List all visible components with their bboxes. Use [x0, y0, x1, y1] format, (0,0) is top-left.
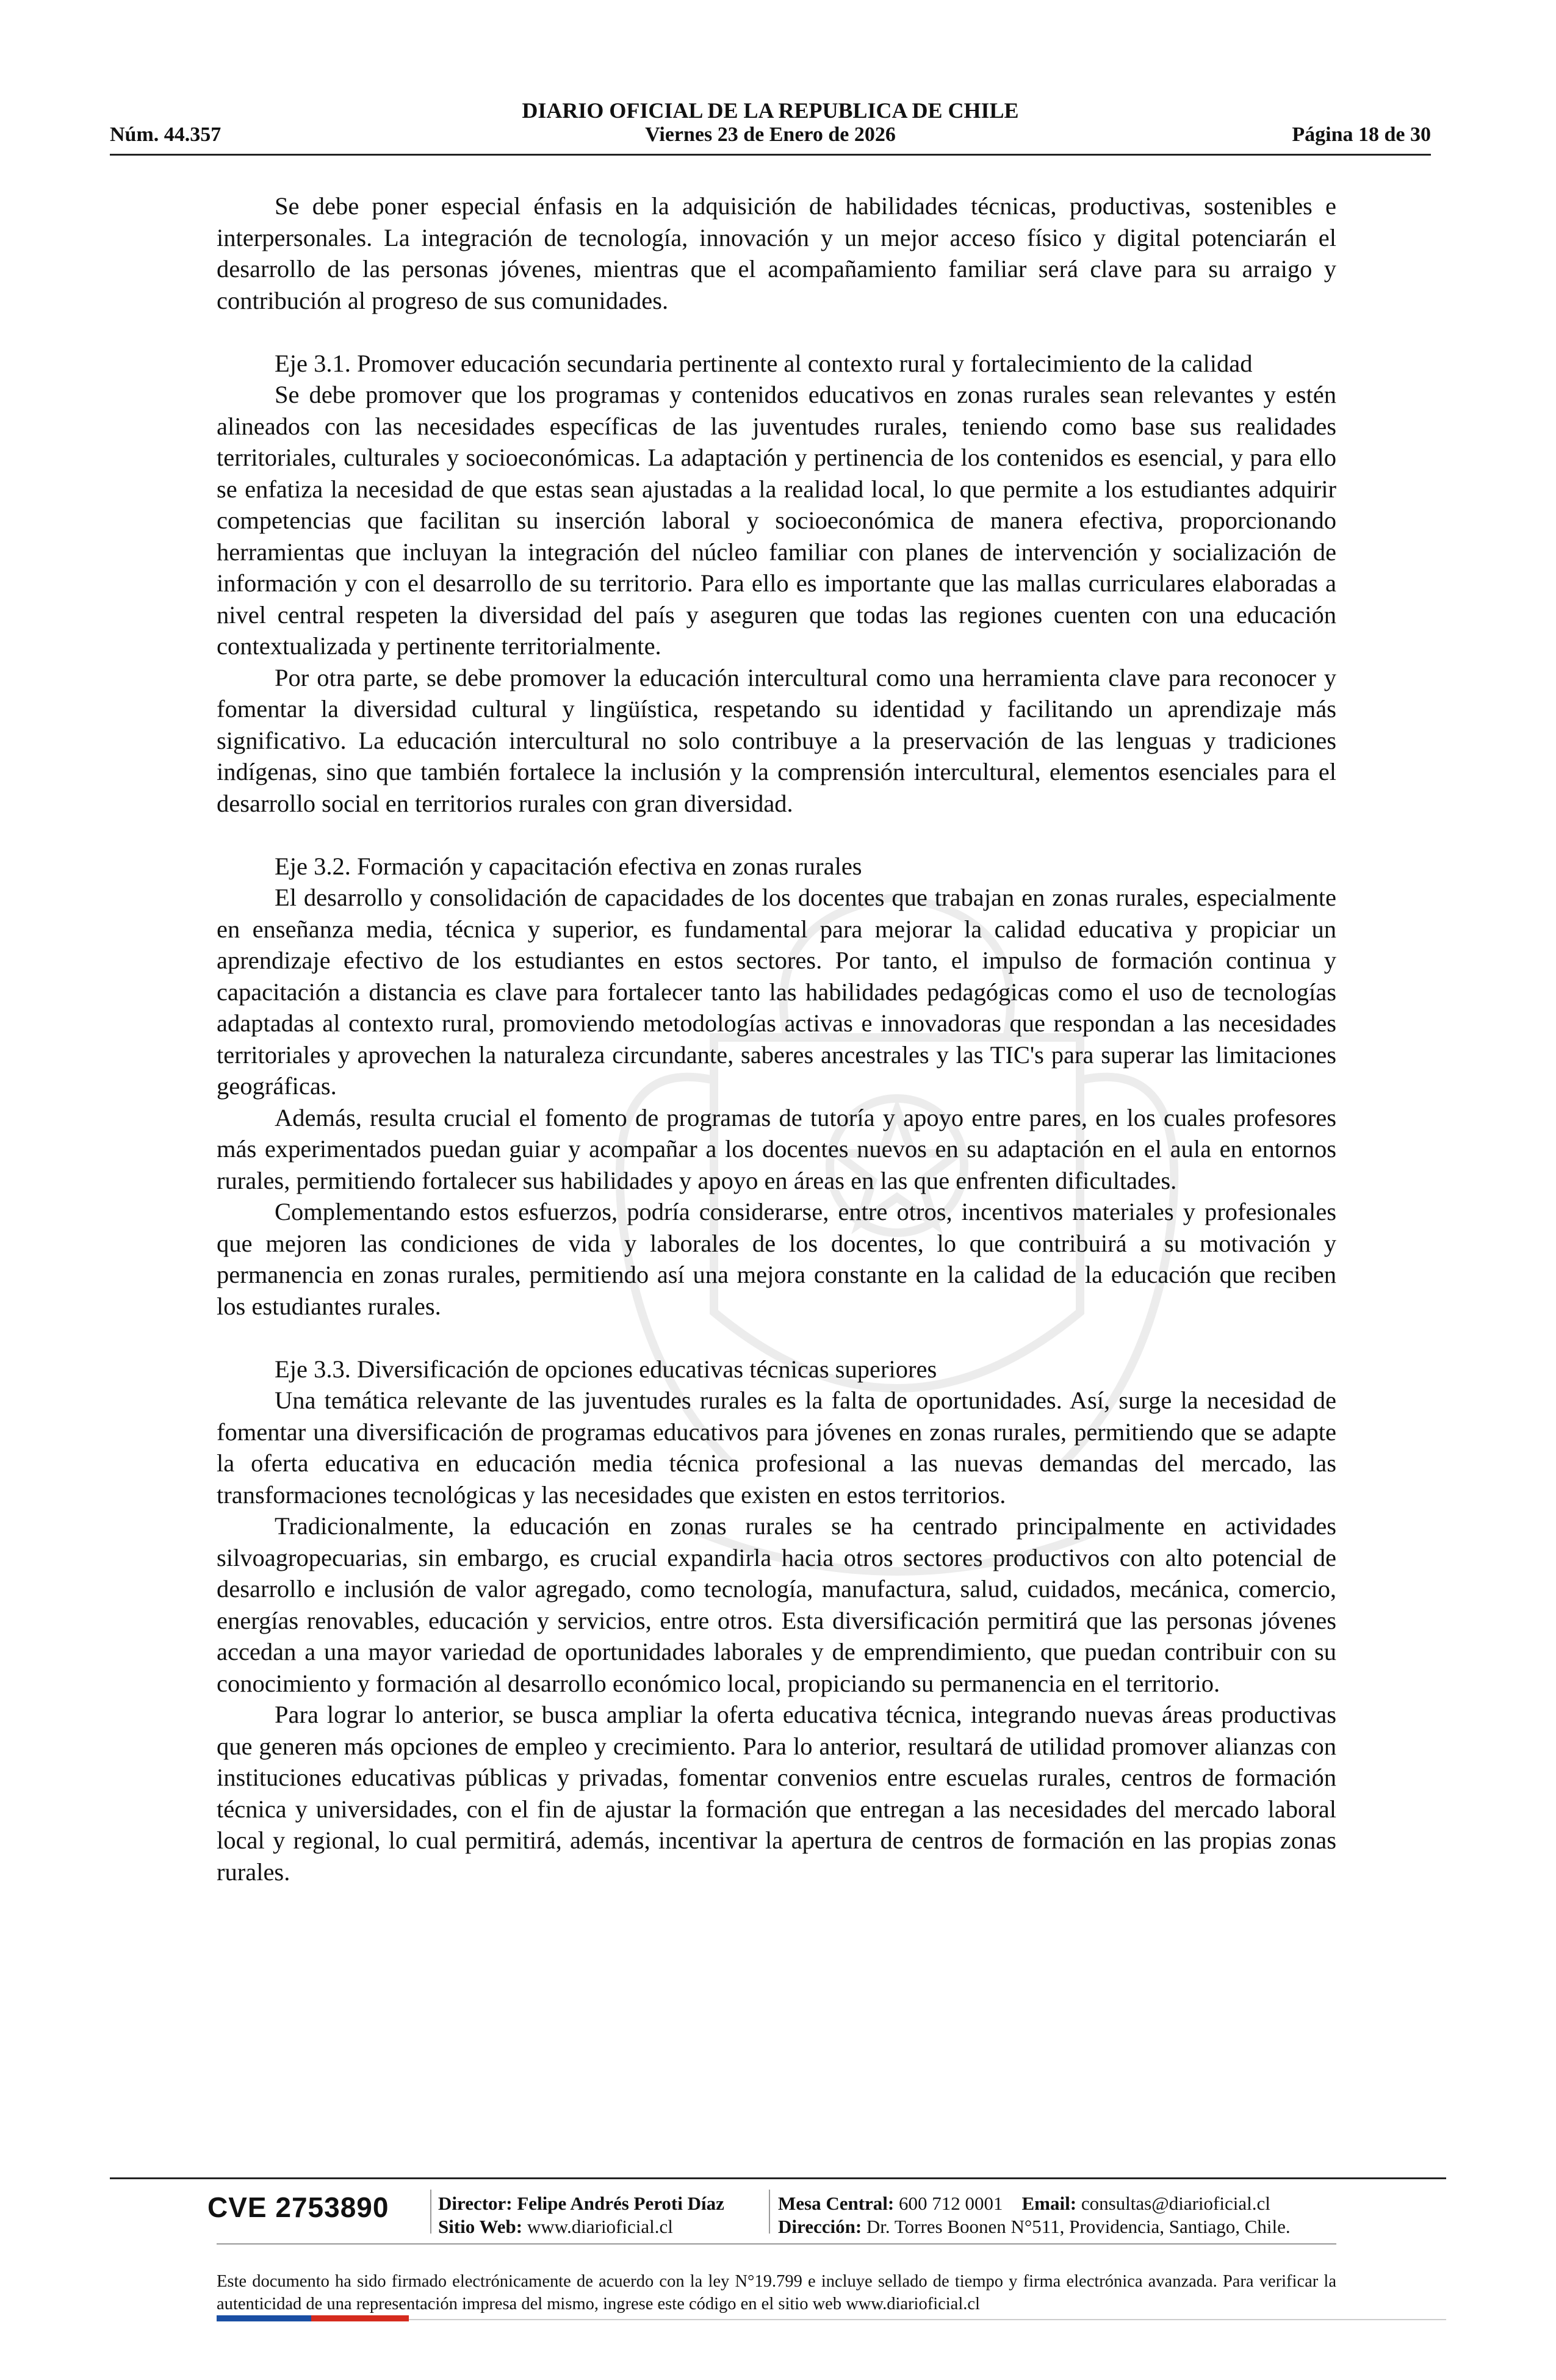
paragraph-gap — [217, 1322, 1336, 1354]
footer-separator — [769, 2190, 770, 2234]
address-label: Dirección: — [778, 2216, 862, 2237]
phone-label: Mesa Central: — [778, 2193, 895, 2214]
axis-3-1-paragraph-2: Por otra parte, se debe promover la educación intercultural como una herramienta clave para reconocer y fomentar la diversidad cultural y lingüística, respetando su identidad y facilitando un aprendizaje más significativo. La educación intercultural no solo contribuye a la preservación de las lenguas y tradiciones indígenas, sino que también fortalece la inclusión y la comprensión intercultural, elementos esenciales para el desarrollo social en territorios rurales con gran diversidad. — [217, 663, 1336, 817]
header-divider — [110, 154, 1431, 156]
issue-number: Núm. 44.357 — [110, 123, 222, 146]
issue-date: Viernes 23 de Enero de 2026 — [645, 123, 896, 146]
axis-3-2-heading: Eje 3.2. Formación y capacitación efectiva en zonas rurales — [275, 852, 862, 880]
footer-divider-bottom — [409, 2319, 1446, 2320]
cve-code: CVE 2753890 — [207, 2191, 389, 2223]
paragraph-gap — [217, 316, 1336, 348]
axis-3-2-paragraph-2: Además, resulta crucial el fomento de programas de tutoría y apoyo entre pares, en los cuales profesores más experimentados puedan guiar y acompañar a los docentes nuevos en su adaptación en el aula en entornos rurales, permitiendo fortalecer sus habilidades y apoyo en áreas en las que enfrenten dificultades. — [217, 1103, 1336, 1194]
email-label: Email: — [1021, 2193, 1077, 2214]
footer-director-block — [438, 2192, 724, 2238]
website-link[interactable]: www.diarioficial.cl — [527, 2216, 673, 2237]
axis-3-2-paragraph-1: El desarrollo y consolidación de capacidades de los docentes que trabajan en zonas rurales, especialmente en enseñanza media, técnica y superior, es fundamental para mejorar la calidad educativa y propiciar un aprendizaje efectivo de los estudiantes en estos sectores. Por tanto, el impulso de formación continua y capacitación a distancia es clave para fortalecer tanto las habilidades pedagógicas como el uso de tecnologías adaptadas al contexto rural, promoviendo metodologías activas e innovadoras que respondan a las necesidades territoriales y aprovechen la naturaleza circundante, saberes ancestrales y las TIC's para superar las limitaciones geográficas. — [217, 884, 1336, 1100]
director-label: Director: — [438, 2193, 513, 2214]
page-header — [110, 92, 1431, 153]
director-name: Felipe Andrés Peroti Díaz — [517, 2193, 724, 2214]
intro-paragraph: Se debe poner especial énfasis en la adquisición de habilidades técnicas, productivas, sostenibles e interpersonales. La integración de tecnología, innovación y un mejor acceso físico y digital potenciarán el desarrollo de las personas jóvenes, mientras que el acompañamiento familiar será clave para su arraigo y contribución al progreso de sus comunidades. — [217, 192, 1336, 314]
flag-blue-band — [217, 2315, 311, 2321]
axis-3-1-heading: Eje 3.1. Promover educación secundaria pertinente al contexto rural y fortalecimiento de la calidad — [275, 349, 1253, 377]
flag-red-band — [311, 2315, 409, 2321]
email-link[interactable]: consultas@diarioficial.cl — [1081, 2193, 1270, 2214]
axis-3-3-paragraph-3: Para lograr lo anterior, se busca ampliar la oferta educativa técnica, integrando nuevas áreas productivas que generen más opciones de empleo y crecimiento. Para lo anterior, resultará de utilidad promover alianzas con instituciones educativas públicas y privadas, fomentar convenios entre escuelas rurales, centros de formación técnica y universidades, con el fin de ajustar la formación que entregan a las necesidades del mercado laboral local y regional, lo cual permitirá, además, incentivar la apertura de centros de formación en las propias zonas rurales. — [217, 1701, 1336, 1886]
axis-3-3-paragraph-2: Tradicionalmente, la educación en zonas rurales se ha centrado principalmente en actividades silvoagropecuarias, sin embargo, es crucial expandirla hacia otros sectores productivos con alto potencial de desarrollo e inclusión de valor agregado, como tecnología, manufactura, salud, cuidados, mecánica, comercio, energías renovables, educación y servicios, entre otros. Esta diversificación permitirá que las personas jóvenes accedan a una mayor variedad de oportunidades laborales y de emprendimiento, que puedan contribuir con su conocimiento y formación al desarrollo económico local, propiciando su permanencia en el territorio. — [217, 1512, 1336, 1697]
website-label: Sitio Web: — [438, 2216, 523, 2237]
footer-divider-inner — [217, 2243, 1336, 2245]
legal-notice: Este documento ha sido firmado electrónicamente de acuerdo con la ley N°19.799 e incluye sellado de tiempo y firma electrónica avanzada. Para verificar la autenticidad de una representación impresa del mismo, ingrese este código en el sitio web www.diarioficial.cl — [217, 2272, 1336, 2313]
footer-divider-top — [110, 2177, 1446, 2179]
footer-contact-block — [778, 2192, 1291, 2238]
page-number: Página 18 de 30 — [1292, 123, 1431, 146]
address-value: Dr. Torres Boonen N°511, Providencia, Santiago, Chile. — [866, 2216, 1291, 2237]
footer-separator — [430, 2190, 431, 2234]
document-body — [217, 190, 1336, 1888]
phone-number: 600 712 0001 — [899, 2193, 1003, 2214]
gazette-title: DIARIO OFICIAL DE LA REPUBLICA DE CHILE — [522, 98, 1019, 123]
paragraph-gap — [217, 819, 1336, 851]
axis-3-1-paragraph-1: Se debe promover que los programas y contenidos educativos en zonas rurales sean relevantes y estén alineados con las necesidades específicas de las juventudes rurales, teniendo como base sus realidades territoriales, culturales y socioeconómicas. La adaptación y pertinencia de los contenidos es esencial, y para ello se enfatiza la necesidad de que estas sean ajustadas a la realidad local, lo que permite a los estudiantes adquirir competencias que facilitan su inserción laboral y socioeconómica de manera efectiva, proporcionando herramientas que incluyan la integración del núcleo familiar con planes de intervención y socialización de información y con el desarrollo de su territorio. Para ello es importante que las mallas curriculares elaboradas a nivel central respeten la diversidad del país y aseguren que todas las regiones cuenten con una educación contextualizada y pertinente territorialmente. — [217, 381, 1336, 660]
axis-3-3-paragraph-1: Una temática relevante de las juventudes rurales es la falta de oportunidades. Así, surge la necesidad de fomentar una diversificación de programas educativos para jóvenes en zonas rurales, permitiendo que se adapte la oferta educativa en educación media técnica profesional a las nuevas demandas del mercado, las transformaciones tecnológicas y las necesidades que existen en estos territorios. — [217, 1387, 1336, 1509]
axis-3-2-paragraph-3: Complementando estos esfuerzos, podría considerarse, entre otros, incentivos materiales y profesionales que mejoren las condiciones de vida y laborales de los docentes, lo que contribuirá a su motivación y permanencia en zonas rurales, permitiendo así una mejora constante en la calidad de la educación que reciben los estudiantes rurales. — [217, 1198, 1336, 1320]
axis-3-3-heading: Eje 3.3. Diversificación de opciones educativas técnicas superiores — [275, 1355, 937, 1383]
